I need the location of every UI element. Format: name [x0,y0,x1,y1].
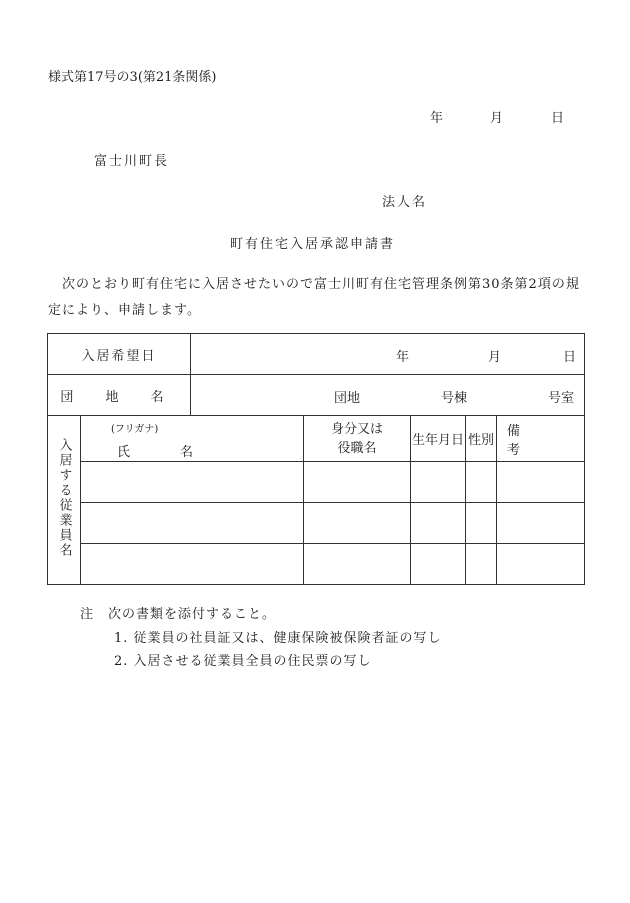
move-in-month-label: 月 [488,350,502,365]
employees-label: 入居する従業員名 [56,438,72,558]
employee-remarks-cell[interactable] [497,503,585,544]
complex-name-row [48,375,585,416]
position-header [304,416,411,462]
document-title: 町有住宅入居承認申請書 [230,237,396,252]
move-in-date-row [48,334,585,375]
note-item-2 [108,650,372,669]
date-month-label: 月 [490,111,504,126]
body-paragraph: 次のとおり町有住宅に入居させたいので富士川町有住宅管理条例第30条第2項の規定により、申請します。 [48,277,580,318]
table-row [48,462,585,503]
employees-label-cell [48,416,81,585]
employee-gender-cell[interactable] [466,544,497,585]
employee-header-row [48,416,585,462]
employee-remarks-cell[interactable] [497,544,585,585]
corporation-label: 法人名 [382,195,428,210]
position-line-1: 身分又は [331,421,384,437]
move-in-day-label: 日 [563,350,577,365]
table-row [48,503,585,544]
employee-name-cell[interactable] [81,462,304,503]
move-in-year-label: 年 [396,350,410,365]
complex-suffix: 団地 [334,391,361,406]
room-suffix: 号室 [548,391,575,406]
building-suffix: 号棟 [441,391,468,406]
note-intro: 次の書類を添付すること。 [108,607,277,622]
gender-header: 性別 [466,416,497,462]
application-table [47,333,585,585]
employee-remarks-cell[interactable] [497,462,585,503]
name-label-1: 氏 [117,444,131,460]
employee-position-cell[interactable] [304,544,411,585]
date-year-label: 年 [430,111,444,126]
note-item-2-text: 2. 入居させる従業員全員の住民票の写し [114,654,372,669]
table-row [48,544,585,585]
recipient: 富士川町長 [94,154,170,169]
complex-name-field[interactable] [191,375,585,416]
employee-gender-cell[interactable] [466,503,497,544]
form-number: 様式第17号の3(第21条関係) [48,70,217,85]
name-header [81,416,304,462]
remarks-header: 備考 [497,416,585,462]
note-item-1-text: 1. 従業員の社員証又は、健康保険被保険者証の写し [114,631,442,646]
employee-gender-cell[interactable] [466,462,497,503]
date-day-label: 日 [551,111,565,126]
employee-dob-cell[interactable] [411,544,466,585]
dob-header: 生年月日 [411,416,466,462]
position-line-2: 役職名 [337,440,377,456]
name-label-2: 名 [180,444,194,460]
note-item-1 [108,627,442,646]
employee-position-cell[interactable] [304,503,411,544]
employee-position-cell[interactable] [304,462,411,503]
employee-dob-cell[interactable] [411,462,466,503]
employee-name-cell[interactable] [81,503,304,544]
move-in-date-label: 入居希望日 [48,334,191,375]
body-text [48,272,585,324]
move-in-date-field[interactable] [191,334,585,375]
employee-dob-cell[interactable] [411,503,466,544]
complex-name-label: 団 地 名 [48,375,191,416]
employee-name-cell[interactable] [81,544,304,585]
note-label: 注 [80,607,94,622]
furigana-label: (フリガナ) [111,423,159,435]
